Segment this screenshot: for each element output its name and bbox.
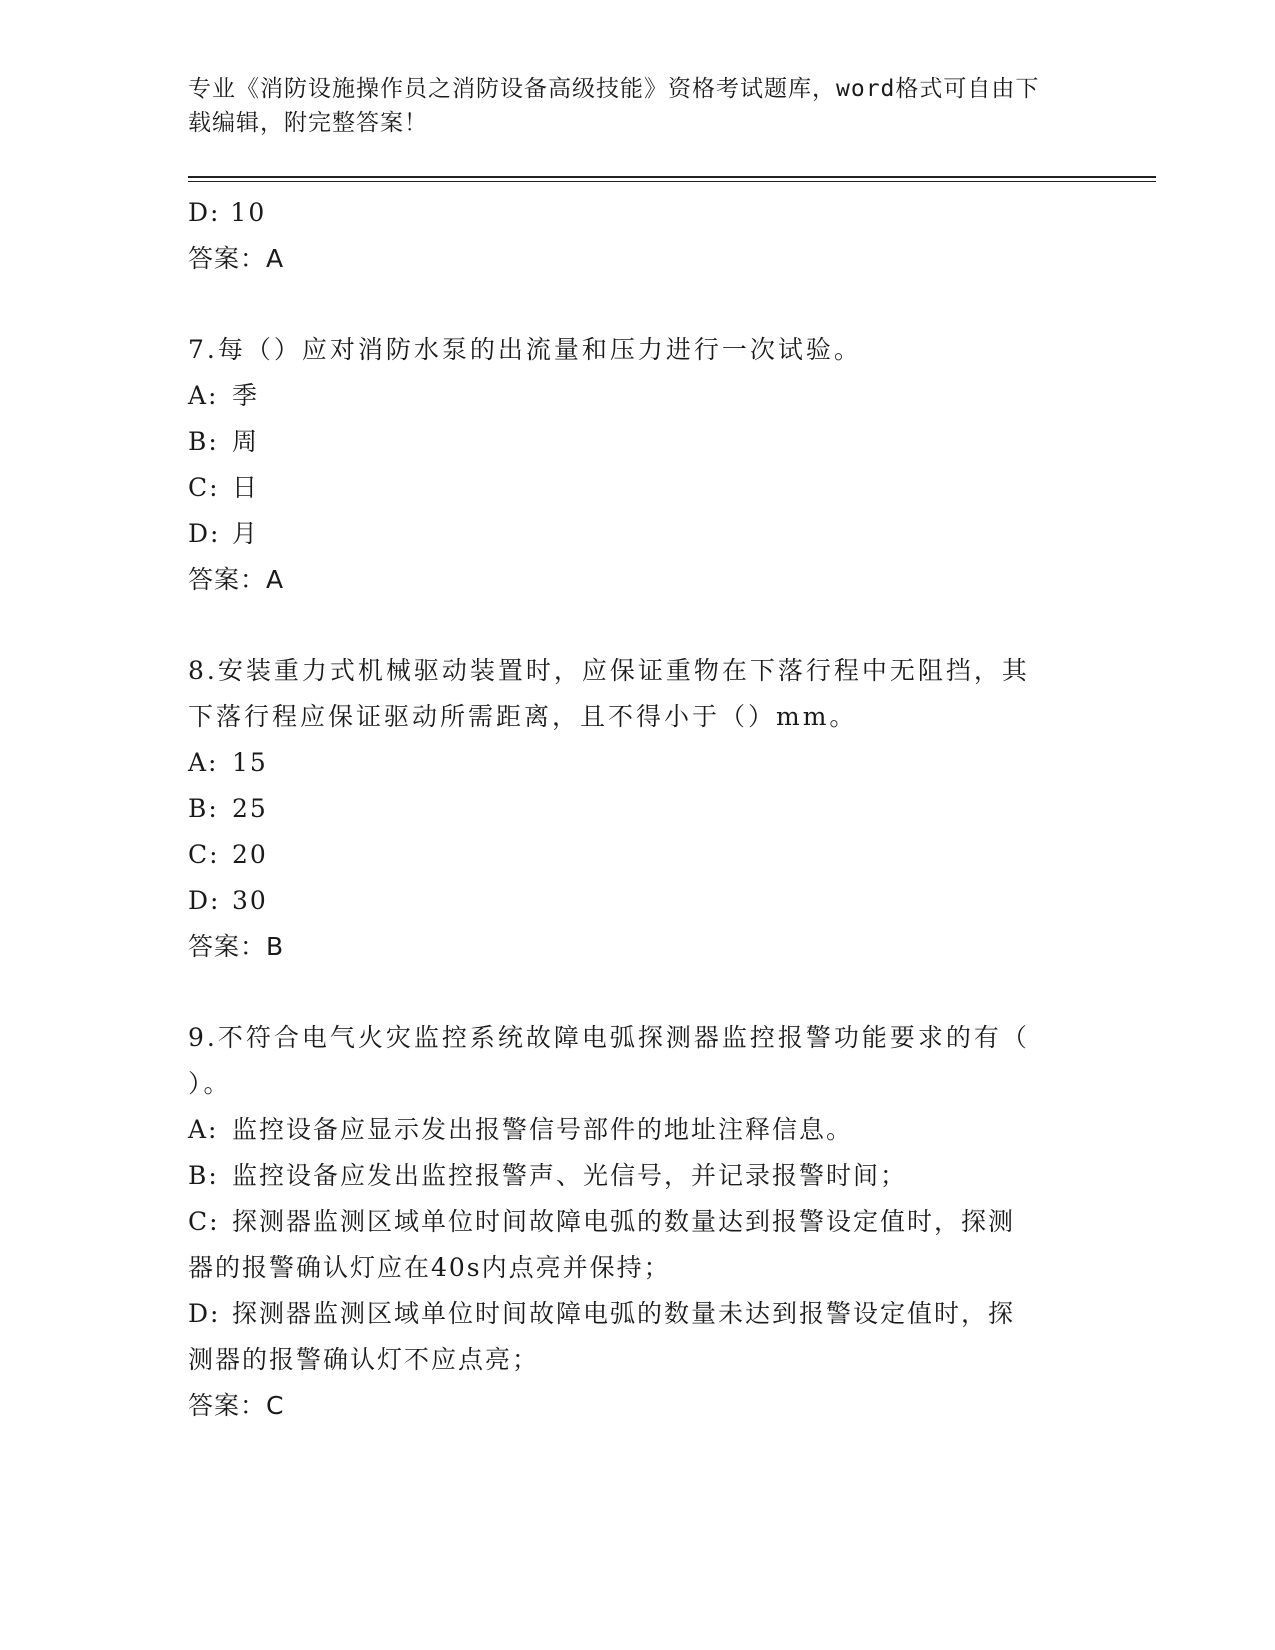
option-text: 季 — [232, 381, 260, 410]
option-text: 20 — [232, 840, 268, 869]
option-text: 探测器监测区域单位时间故障电弧的数量达到报警设定值时，探测 — [232, 1207, 1016, 1236]
option-label: D: — [188, 519, 221, 548]
option-text: 30 — [232, 886, 268, 915]
question-text-line-1: 9.不符合电气火灾监控系统故障电弧探测器监控报警功能要求的有（ — [188, 1023, 1030, 1052]
option-c — [188, 465, 1088, 511]
option-text: 监控设备应显示发出报警信号部件的地址注释信息。 — [232, 1115, 854, 1144]
option-label: C: — [188, 1207, 220, 1236]
question-text-line-2: 下落行程应保证驱动所需距离，且不得小于（）mm。 — [188, 702, 858, 731]
option-label: C: — [188, 840, 220, 869]
option-c-continuation: 器的报警确认灯应在40s内点亮并保持； — [188, 1253, 671, 1282]
option-text: 周 — [232, 427, 260, 456]
option-text: 探测器监测区域单位时间故障电弧的数量未达到报警设定值时，探 — [232, 1299, 1016, 1328]
option-d — [188, 878, 1088, 924]
option-d — [188, 1291, 1088, 1337]
option-label: A: — [188, 1115, 219, 1144]
header-line-2: 载编辑，附完整答案！ — [188, 110, 428, 136]
option-label: B: — [188, 794, 219, 823]
option-a — [188, 1107, 1088, 1153]
question-8 — [188, 648, 1088, 970]
carryover-option-d: D: 10 — [188, 198, 267, 227]
spacer — [188, 603, 1088, 648]
document-header — [188, 72, 1088, 140]
option-text: 监控设备应发出监控报警声、光信号，并记录报警时间； — [232, 1161, 908, 1190]
answer-line: 答案：B — [188, 932, 285, 961]
question-text: 7.每（）应对消防水泵的出流量和压力进行一次试验。 — [188, 335, 862, 364]
option-label: A: — [188, 381, 219, 410]
option-b — [188, 1153, 1088, 1199]
option-b — [188, 419, 1088, 465]
option-b — [188, 786, 1088, 832]
option-c — [188, 1199, 1088, 1245]
option-a — [188, 740, 1088, 786]
option-d-continuation: 测器的报警确认灯不应点亮； — [188, 1345, 540, 1374]
option-text: 日 — [232, 473, 260, 502]
option-d — [188, 511, 1088, 557]
option-text: 15 — [232, 748, 268, 777]
header-line-1: 专业《消防设施操作员之消防设备高级技能》资格考试题库，word格式可自由下 — [188, 76, 1040, 102]
option-label: C: — [188, 473, 220, 502]
carryover-answer: 答案：A — [188, 244, 285, 273]
option-a — [188, 373, 1088, 419]
option-label: B: — [188, 1161, 219, 1190]
question-9 — [188, 1015, 1088, 1429]
answer-line: 答案：C — [188, 1391, 285, 1420]
option-text: 25 — [232, 794, 268, 823]
answer-line: 答案：A — [188, 565, 285, 594]
option-label: D: — [188, 886, 221, 915]
question-text-line-1: 8.安装重力式机械驱动装置时，应保证重物在下落行程中无阻挡，其 — [188, 656, 1030, 685]
option-label: A: — [188, 748, 219, 777]
question-7 — [188, 327, 1088, 603]
spacer — [188, 282, 1088, 327]
option-label: D: — [188, 1299, 221, 1328]
header-divider — [188, 176, 1156, 182]
option-text: 月 — [232, 519, 260, 548]
spacer — [188, 970, 1088, 1015]
option-c — [188, 832, 1088, 878]
question-content — [188, 190, 1088, 1429]
question-text-line-2: ）。 — [188, 1069, 232, 1098]
option-label: B: — [188, 427, 219, 456]
